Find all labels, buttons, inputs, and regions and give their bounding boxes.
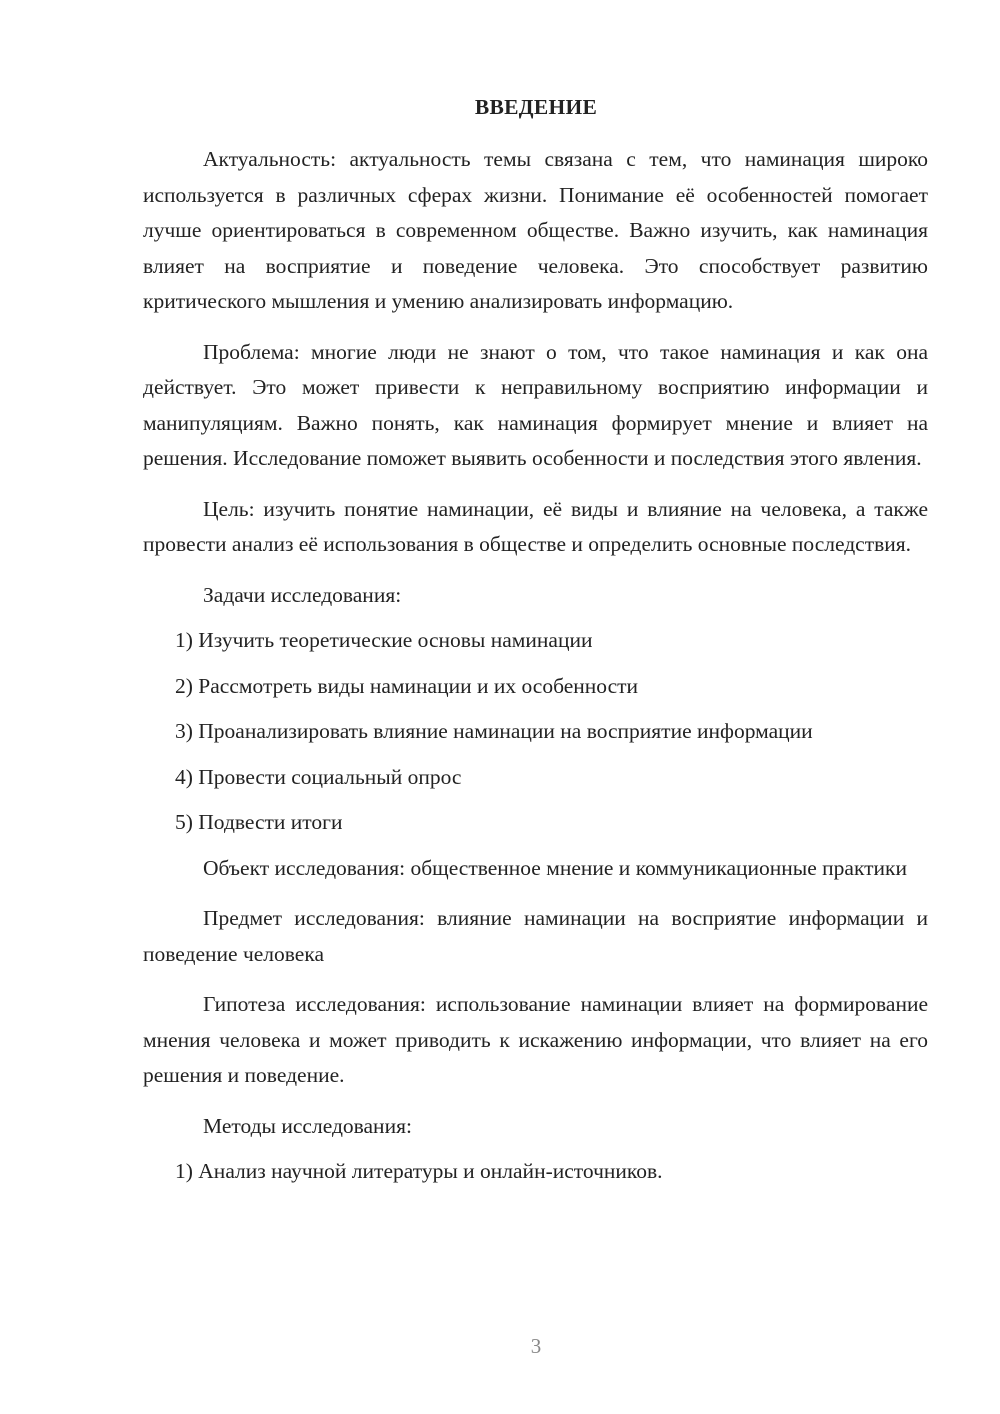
list-item: 1) Изучить теоретические основы наминации — [175, 628, 593, 652]
page-content — [143, 142, 928, 1200]
methods-list — [143, 1154, 928, 1190]
hypothesis-paragraph: Гипотеза исследования: использование наминации влияет на формирование мнения человека и может приводить к искажению информации, что влияет на его решения и поведение. — [143, 992, 928, 1087]
list-item: 4) Провести социальный опрос — [175, 764, 462, 789]
list-item: 5) Подвести итоги — [175, 810, 343, 834]
relevance-paragraph: Актуальность: актуальность темы связана с тем, что наминация широко используется в различных сферах жизни. Понимание её особенностей помогает лучше ориентироваться в современном обществе. Важно изучить, как наминация влияет на восприятие и поведение человека. Это способствует развитию критического мышления и умению анализировать информацию. — [143, 147, 928, 313]
methods-heading: Методы исследования: — [203, 1113, 412, 1138]
page-number: 3 — [530, 1334, 542, 1358]
tasks-list — [143, 623, 928, 841]
goal-paragraph: Цель: изучить понятие наминации, её виды и влияние на человека, а также провести анализ её использования в обществе и определить основные последствия. — [143, 496, 928, 556]
problem-paragraph: Проблема: многие люди не знают о том, что такое наминация и как она действует. Это может привести к неправильному восприятию информации и манипуляциям. Важно понять, как наминация формирует мнение и влияет на решения. Исследование поможет выявить особенности и последствия этого явления. — [143, 339, 928, 470]
list-item: 2) Рассмотреть виды наминации и их особенности — [175, 673, 639, 698]
subject-paragraph: Предмет исследования: влияние наминации на восприятие информации и поведение человека — [143, 906, 928, 966]
page-title: ВВЕДЕНИЕ — [474, 95, 598, 119]
list-item: 1) Анализ научной литературы и онлайн-источников. — [175, 1159, 663, 1183]
object-paragraph: Объект исследования: общественное мнение и коммуникационные практики — [203, 855, 907, 880]
tasks-heading: Задачи исследования: — [203, 582, 402, 607]
list-item: 3) Проанализировать влияние наминации на восприятие информации — [175, 719, 813, 743]
